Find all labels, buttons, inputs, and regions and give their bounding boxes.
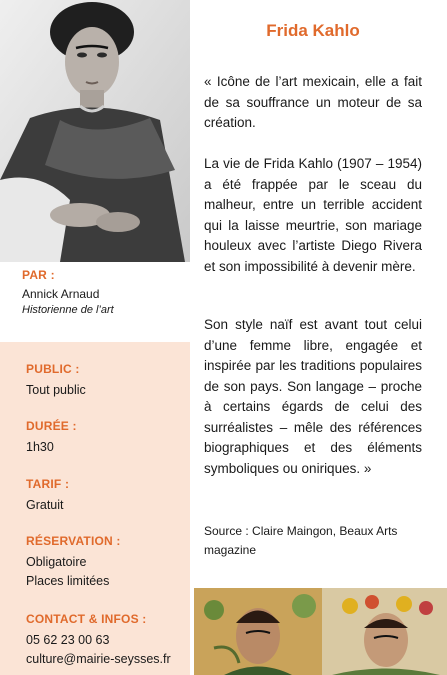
reservation-label: RÉSERVATION : <box>26 534 121 548</box>
contact-phone[interactable]: 05 62 23 00 63 <box>26 633 110 647</box>
author-role: Historienne de l’art <box>22 304 114 316</box>
public-value: Tout public <box>26 383 86 397</box>
contact-label: CONTACT & INFOS : <box>26 612 147 626</box>
portrait-photo <box>0 0 190 262</box>
quote-paragraph: « Icône de l’art mexicain, elle a fait de sa souffrance un moteur de sa création. <box>204 74 422 130</box>
source-credit: Source : Claire Maingon, Beaux Arts magazine <box>204 524 398 557</box>
author-name: Annick Arnaud <box>22 287 100 301</box>
page-title: Frida Kahlo <box>266 21 360 40</box>
reservation-line-2: Places limitées <box>26 574 110 588</box>
info-public <box>26 362 188 400</box>
info-contact <box>26 612 188 669</box>
painting-thumbnail-1 <box>194 588 322 675</box>
painting-thumbnail-2 <box>322 588 447 675</box>
duree-label: DURÉE : <box>26 419 77 433</box>
author-block <box>22 268 187 316</box>
info-duree <box>26 419 188 457</box>
duree-value: 1h30 <box>26 440 54 454</box>
left-column <box>0 0 190 675</box>
tarif-label: TARIF : <box>26 477 70 491</box>
author-heading: PAR : <box>22 268 55 282</box>
contact-email[interactable]: culture@mairie-seysses.fr <box>26 652 171 666</box>
public-label: PUBLIC : <box>26 362 80 376</box>
info-tarif <box>26 477 188 515</box>
tarif-value: Gratuit <box>26 498 64 512</box>
info-reservation <box>26 534 188 591</box>
info-panel <box>0 342 190 675</box>
style-paragraph: Son style naïf est avant tout celui d’une femme libre, engagée et inspirée par les traditions populaires de son pays. Son langage – proche à certains égards de celui des surréalistes – mêle des références biographiques et des éléments symboliques ou oniriques. » <box>204 317 422 476</box>
bio-paragraph: La vie de Frida Kahlo (1907 – 1954) a été frappée par le sceau du malheur, entre un terrible accident qui la laisse meurtrie, son mariage houleux avec l’artiste Diego Rivera et son impossibilité à devenir mère. <box>204 156 422 274</box>
reservation-line-1: Obligatoire <box>26 555 87 569</box>
